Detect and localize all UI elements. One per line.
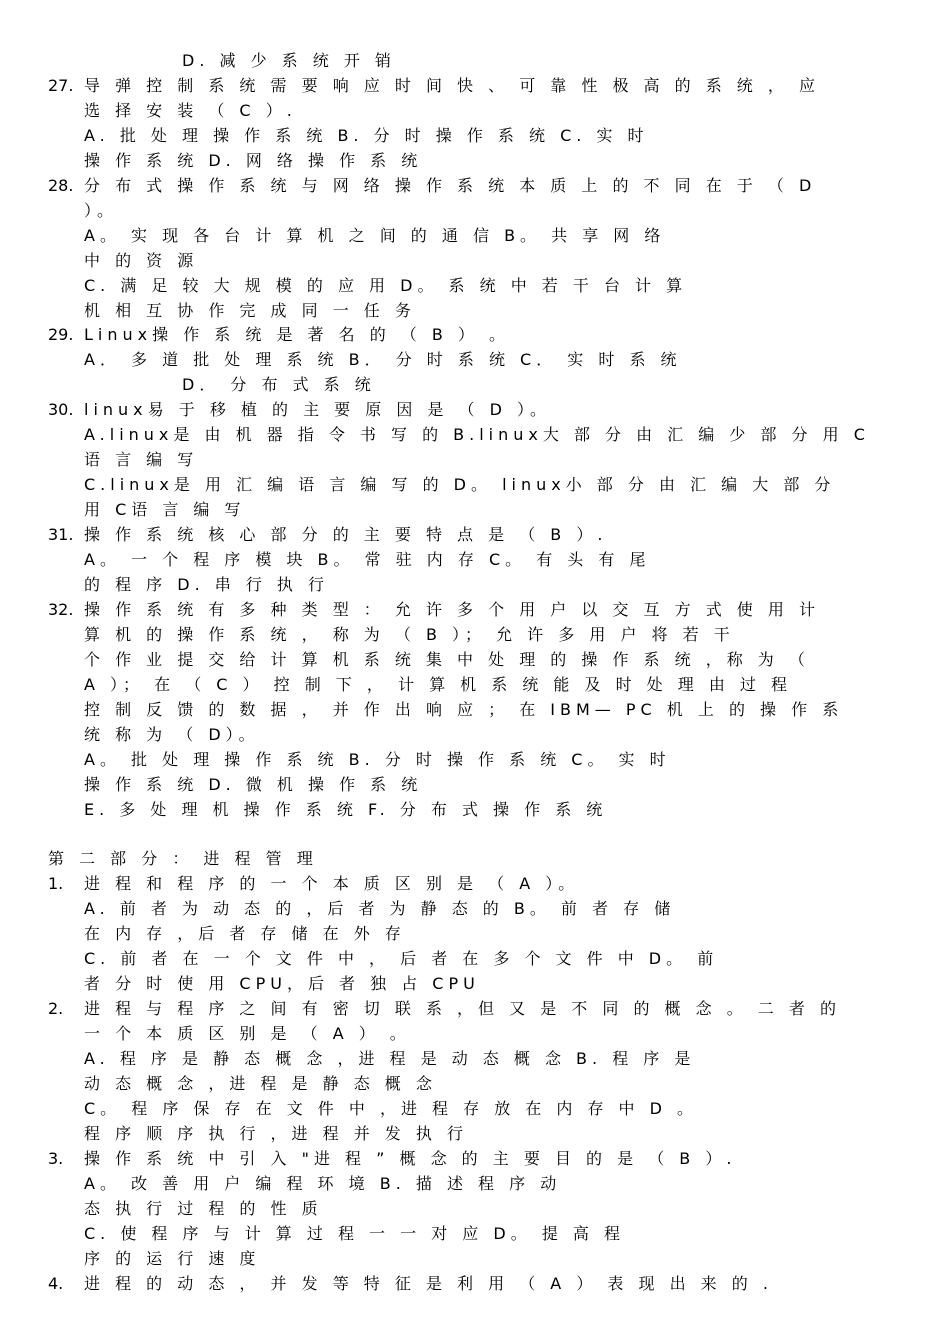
text-line (84, 971, 895, 996)
text-line (84, 198, 895, 223)
question-line (48, 397, 895, 422)
line-text: 分 布 式 操 作 系 统 与 网 络 操 作 系 统 本 质 上 的 不 同 在 于 （ D (84, 175, 817, 195)
text-line (84, 123, 895, 148)
text-line (84, 223, 895, 248)
text-line (84, 1021, 895, 1046)
line-text: 选 择 安 装 （ C ）. (84, 100, 297, 120)
line-text: 序 的 运 行 速 度 (84, 1248, 261, 1268)
line-text: C. 使 程 序 与 计 算 过 程 一 一 对 应 D。 提 高 程 (84, 1223, 625, 1243)
line-text: 操 作 系 统 有 多 种 类 型 ： 允 许 多 个 用 户 以 交 互 方 式 使 用 计 (84, 599, 820, 619)
question-number: 1. (48, 874, 64, 894)
text-line (84, 347, 895, 372)
line-text: C.linux是 用 汇 编 语 言 编 写 的 D。 linux小 部 分 由 汇 编 大 部 分 (84, 475, 836, 495)
question-number: 32. (48, 599, 74, 619)
text-line (84, 747, 895, 772)
line-text: 语 言 编 写 (84, 450, 199, 470)
line-text: A ）； 在 （ C ） 控 制 下 ， 计 算 机 系 统 能 及 时 处 理 由 过 程 (84, 674, 793, 694)
text-line (84, 921, 895, 946)
line-text: 操 作 系 统 中 引 入 "进 程 ” 概 念 的 主 要 目 的 是 （ B ）. (84, 1148, 737, 1168)
line-text: A. 前 者 为 动 态 的 ，后 者 为 静 态 的 B。 前 者 存 储 (84, 899, 676, 919)
text-line (84, 1071, 895, 1096)
question-line (48, 996, 895, 1021)
question-number: 29. (48, 325, 74, 345)
line-text: A。 实 现 各 台 计 算 机 之 间 的 通 信 B。 共 享 网 络 (84, 225, 666, 245)
line-text: 第 二 部 分 ： 进 程 管 理 (48, 849, 318, 869)
line-text: 个 作 业 提 交 给 计 算 机 系 统 集 中 处 理 的 操 作 系 统 ，称 为 （ (84, 649, 810, 669)
line-text: 程 序 顺 序 执 行 ，进 程 并 发 执 行 (84, 1123, 468, 1143)
text-line (84, 1096, 895, 1121)
line-text: ）。 (84, 200, 119, 220)
line-text: 在 内 存 ，后 者 存 储 在 外 存 (84, 924, 406, 944)
question-line (48, 73, 895, 98)
text-line (84, 447, 895, 472)
line-text: C。 程 序 保 存 在 文 件 中 ，进 程 存 放 在 内 存 中 D 。 (84, 1098, 699, 1118)
question-number: 28. (48, 175, 74, 195)
text-line (84, 1046, 895, 1071)
line-text: A。 一 个 程 序 模 块 B。 常 驻 内 存 C。 有 头 有 尾 (84, 550, 651, 569)
text-line (84, 722, 895, 747)
text-line (84, 98, 895, 123)
text-line (84, 273, 895, 298)
text-line (182, 48, 895, 73)
line-text: A. 程 序 是 静 态 概 念 ，进 程 是 动 态 概 念 B. 程 序 是 (84, 1049, 696, 1068)
line-text: 一 个 本 质 区 别 是 （ A ） 。 (84, 1024, 411, 1044)
line-text: D． 分 布 式 系 统 (182, 375, 376, 395)
line-text: A. 批 处 理 操 作 系 统 B. 分 时 操 作 系 统 C. 实 时 (84, 125, 649, 145)
text-line (84, 472, 895, 497)
text-line (84, 622, 895, 647)
line-text: 算 机 的 操 作 系 统 ， 称 为 （ B ）； 允 许 多 用 户 将 若 干 (84, 624, 735, 644)
line-text: C. 满 足 较 大 规 模 的 应 用 D。 系 统 中 若 干 台 计 算 (84, 275, 688, 295)
text-line (84, 697, 895, 722)
text-line (84, 1171, 895, 1196)
question-number: 4. (48, 1273, 64, 1293)
text-line (84, 1221, 895, 1246)
text-line (84, 672, 895, 697)
line-text: 操 作 系 统 D. 网 络 操 作 系 统 (84, 150, 423, 170)
text-line (182, 372, 895, 397)
question-line (48, 522, 895, 547)
line-text: 统 称 为 （ D）。 (84, 724, 260, 744)
line-text: D. 减 少 系 统 开 销 (182, 51, 396, 70)
line-text: 者 分 时 使 用 CPU，后 者 独 占 CPU (84, 974, 480, 994)
line-text: 中 的 资 源 (84, 250, 199, 270)
text-line (84, 821, 895, 846)
text-line (84, 248, 895, 273)
text-line (84, 797, 895, 822)
text-line (84, 547, 895, 572)
question-number: 3. (48, 1148, 64, 1168)
line-text: C. 前 者 在 一 个 文 件 中 ， 后 者 在 多 个 文 件 中 D。 前 (84, 949, 719, 969)
text-line (84, 896, 895, 921)
question-number: 30. (48, 400, 74, 420)
line-text: 进 程 与 程 序 之 间 有 密 切 联 系 ，但 又 是 不 同 的 概 念 。 二 者 的 (84, 999, 841, 1019)
text-line (84, 946, 895, 971)
line-text: 导 弹 控 制 系 统 需 要 响 应 时 间 快 、 可 靠 性 极 高 的 系 统 ， 应 (84, 75, 820, 95)
line-text: Linux操 作 系 统 是 著 名 的 （ B ） 。 (84, 325, 511, 345)
line-text: 进 程 的 动 态 ， 并 发 等 特 征 是 利 用 （ A ） 表 现 出 来 的 . (84, 1273, 773, 1293)
question-line (48, 1146, 895, 1171)
line-text: 操 作 系 统 D. 微 机 操 作 系 统 (84, 774, 423, 794)
question-line (48, 597, 895, 622)
question-number: 31. (48, 525, 74, 545)
line-text: E. 多 处 理 机 操 作 系 统 F. 分 布 式 操 作 系 统 (84, 799, 608, 819)
question-line (48, 871, 895, 896)
line-text: A． 多 道 批 处 理 系 统 B． 分 时 系 统 C． 实 时 系 统 (84, 350, 682, 370)
question-number: 27. (48, 75, 74, 95)
line-text: 操 作 系 统 核 心 部 分 的 主 要 特 点 是 （ B ）. (84, 525, 608, 545)
question-line (48, 1271, 895, 1296)
line-text: A.linux是 由 机 器 指 令 书 写 的 B.linux大 部 分 由 汇 编 少 部 分 用 C (84, 425, 870, 445)
line-text: 控 制 反 馈 的 数 据 ， 并 作 出 响 应 ； 在 IBM— PC 机 上 的 操 作 系 (84, 699, 844, 719)
text-line (48, 846, 895, 871)
line-text: 机 相 互 协 作 完 成 同 一 任 务 (84, 300, 416, 320)
question-number: 2. (48, 999, 64, 1019)
text-line (84, 148, 895, 173)
line-text: 态 执 行 过 程 的 性 质 (84, 1198, 323, 1218)
text-line (84, 298, 895, 323)
question-line (48, 173, 895, 198)
text-line (84, 1121, 895, 1146)
text-line (84, 1246, 895, 1271)
text-line (84, 772, 895, 797)
line-text: 进 程 和 程 序 的 一 个 本 质 区 别 是 （ A ）。 (84, 874, 580, 894)
text-line (84, 422, 895, 447)
line-text: 用 C语 言 编 写 (84, 500, 246, 520)
text-line (84, 1196, 895, 1221)
text-line (84, 497, 895, 522)
line-text: A。 改 善 用 户 编 程 环 境 B. 描 述 程 序 动 (84, 1173, 562, 1193)
line-text: 动 态 概 念 ，进 程 是 静 态 概 念 (84, 1073, 437, 1093)
line-text: A。 批 处 理 操 作 系 统 B. 分 时 操 作 系 统 C。 实 时 (84, 749, 671, 769)
question-line (48, 322, 895, 347)
text-line (84, 647, 895, 672)
line-text: linux易 于 移 植 的 主 要 原 因 是 （ D ）。 (84, 400, 551, 420)
line-text: 的 程 序 D. 串 行 执 行 (84, 574, 330, 594)
text-line (84, 572, 895, 597)
